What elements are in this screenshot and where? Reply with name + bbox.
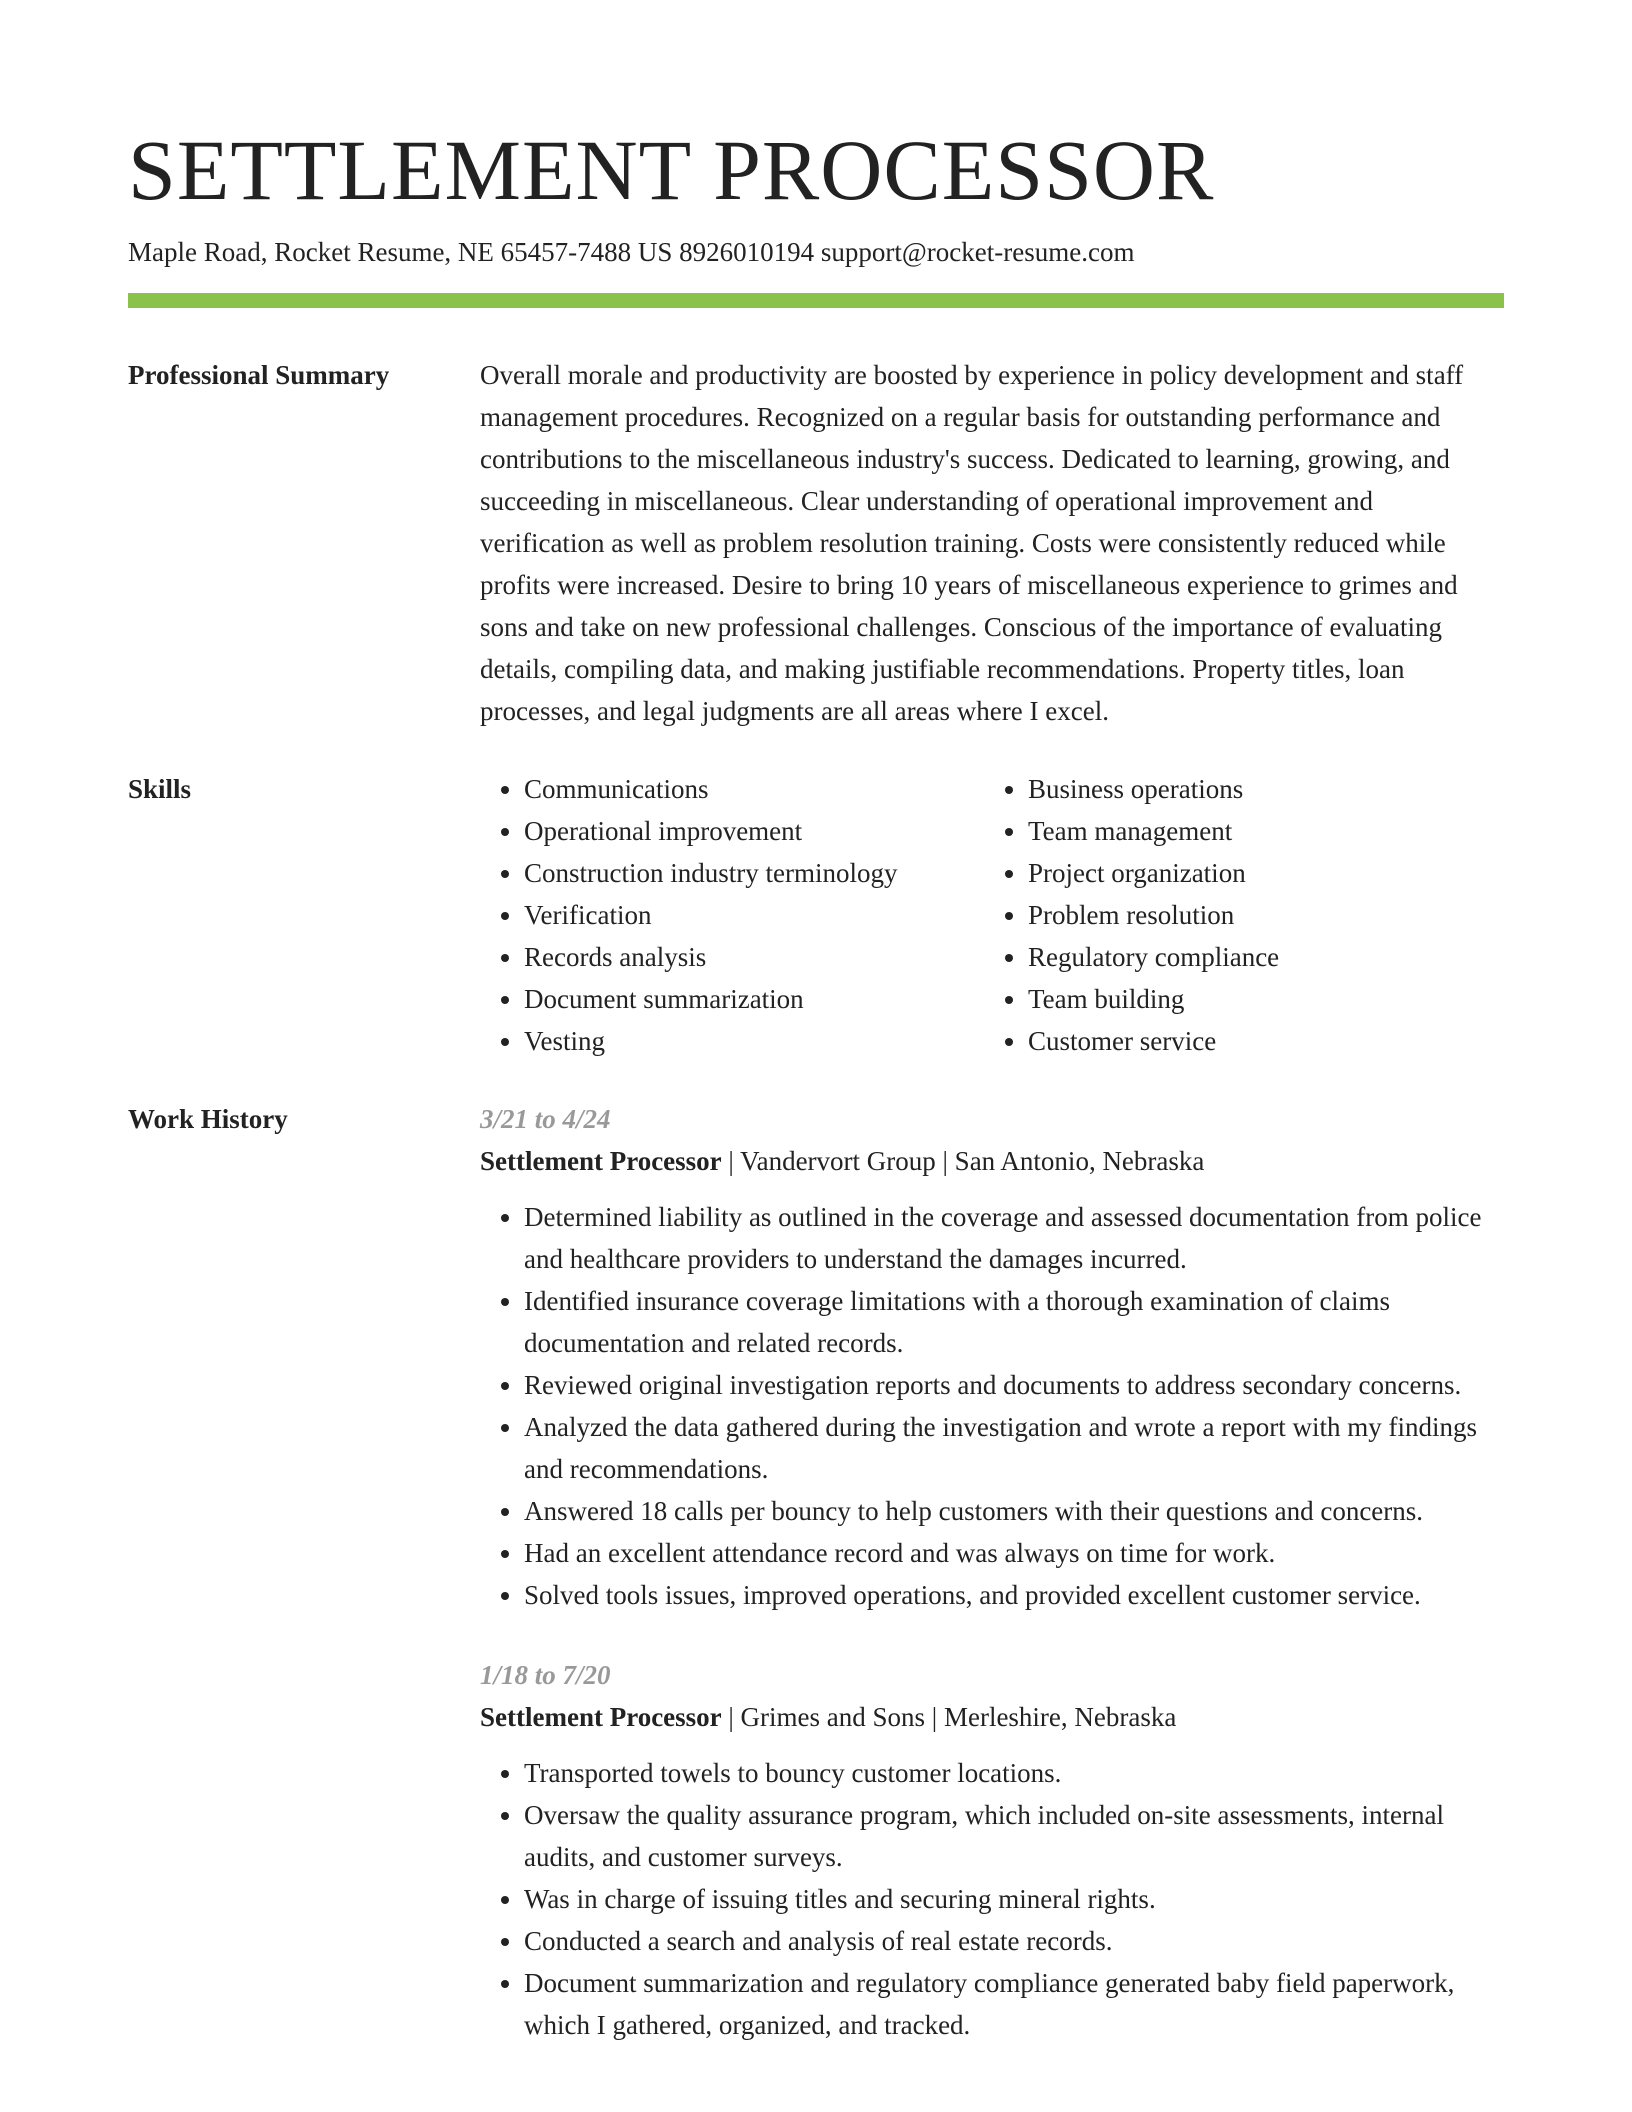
skill-item: • Verification <box>524 894 984 936</box>
contact-line: Maple Road, Rocket Resume, NE 65457-7488 US 8926010194 support@rocket-resume.com <box>128 237 1135 267</box>
work-history-section <box>128 1098 1504 2084</box>
job-header <box>480 1696 1504 1738</box>
job-bullet: • Conducted a search and analysis of real estate records. <box>524 1920 1504 1962</box>
job-entry <box>480 1098 1504 1616</box>
skill-item: • Operational improvement <box>524 810 984 852</box>
job-bullet: • Analyzed the data gathered during the investigation and wrote a report with my findings and recommendations. <box>524 1406 1504 1490</box>
job-details: | Grimes and Sons | Merleshire, Nebraska <box>721 1702 1177 1732</box>
job-details: | Vandervort Group | San Antonio, Nebraska <box>721 1146 1205 1176</box>
job-bullet: • Reviewed original investigation reports and documents to address secondary concerns. <box>524 1364 1504 1406</box>
summary-text: Overall morale and productivity are boosted by experience in policy development and staff management procedures. Recognized on a regular basis for outstanding performance and contributions to the miscellaneous industry's success. Dedicated to learning, growing, and succeeding in miscellaneous. Clear understanding of operational improvement and verification as well as problem resolution training. Costs were consistently reduced while profits were increased. Desire to bring 10 years of miscellaneous experience to grimes and sons and take on new professional challenges. Conscious of the importance of evaluating details, compiling data, and making justifiable recommendations. Property titles, loan processes, and legal judgments are all areas where I excel. <box>480 360 1464 726</box>
resume-name: SETTLEMENT PROCESSOR <box>128 122 1215 218</box>
skill-item: • Vesting <box>524 1020 984 1062</box>
accent-divider <box>128 293 1504 308</box>
skill-item: • Problem resolution <box>1028 894 1488 936</box>
job-header <box>480 1140 1504 1182</box>
job-bullet: • Transported towels to bouncy customer locations. <box>524 1752 1504 1794</box>
job-bullet: • Identified insurance coverage limitations with a thorough examination of claims documentation and related records. <box>524 1280 1504 1364</box>
skill-item: • Construction industry terminology <box>524 852 984 894</box>
summary-heading: Professional Summary <box>128 360 390 390</box>
skills-list-right <box>984 768 1488 1062</box>
skill-item: • Customer service <box>1028 1020 1488 1062</box>
skill-item: • Business operations <box>1028 768 1488 810</box>
job-entry <box>480 1654 1504 2046</box>
skill-item: • Communications <box>524 768 984 810</box>
job-dates: 3/21 to 4/24 <box>480 1104 611 1134</box>
skill-item: • Regulatory compliance <box>1028 936 1488 978</box>
job-title: Settlement Processor <box>480 1702 722 1732</box>
skills-heading: Skills <box>128 774 192 804</box>
job-bullets <box>480 1196 1504 1616</box>
job-bullet: • Was in charge of issuing titles and securing mineral rights. <box>524 1878 1504 1920</box>
resume-page <box>128 0 1504 2084</box>
skill-item: • Project organization <box>1028 852 1488 894</box>
job-bullets <box>480 1752 1504 2046</box>
work-history-heading: Work History <box>128 1104 288 1134</box>
skill-item: • Records analysis <box>524 936 984 978</box>
job-bullet: • Had an excellent attendance record and was always on time for work. <box>524 1532 1504 1574</box>
job-bullet: • Answered 18 calls per bouncy to help customers with their questions and concerns. <box>524 1490 1504 1532</box>
skills-section <box>128 768 1504 1062</box>
job-title: Settlement Processor <box>480 1146 722 1176</box>
job-dates: 1/18 to 7/20 <box>480 1660 611 1690</box>
skill-item: • Team building <box>1028 978 1488 1020</box>
job-bullet: • Solved tools issues, improved operations, and provided excellent customer service. <box>524 1574 1504 1616</box>
job-bullet: • Oversaw the quality assurance program, which included on-site assessments, internal audits, and customer surveys. <box>524 1794 1504 1878</box>
job-bullet: • Document summarization and regulatory compliance generated baby field paperwork, which I gathered, organized, and tracked. <box>524 1962 1504 2046</box>
skill-item: • Document summarization <box>524 978 984 1020</box>
skill-item: • Team management <box>1028 810 1488 852</box>
skills-list-left <box>480 768 984 1062</box>
job-bullet: • Determined liability as outlined in the coverage and assessed documentation from police and healthcare providers to understand the damages incurred. <box>524 1196 1504 1280</box>
summary-section <box>128 354 1504 732</box>
